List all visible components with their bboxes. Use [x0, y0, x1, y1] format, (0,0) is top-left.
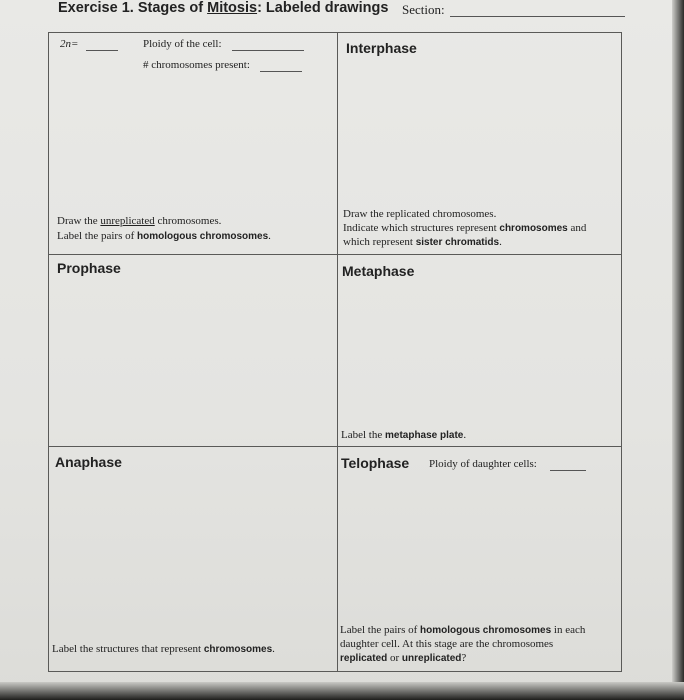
two-n-label: 2n=: [60, 38, 79, 50]
interphase-right-instruction-line3: [343, 236, 502, 248]
metaphase-instruction: [341, 429, 466, 441]
instr-text: Indicate which structures represent: [343, 222, 500, 234]
interphase-right-instruction-line2: [343, 222, 586, 234]
chromosomes-present-label: # chromosomes present:: [143, 59, 250, 71]
ploidy-answer-line[interactable]: [232, 50, 304, 51]
interphase-right-instruction-line1: Draw the replicated chromosomes.: [343, 208, 497, 220]
instr-text: .: [499, 236, 502, 248]
instr-text: .: [272, 643, 275, 655]
interphase-left-instruction-line1: [57, 215, 221, 227]
section-label: Section:: [402, 2, 445, 17]
instr-bold: homologous chromosomes: [420, 625, 552, 636]
instr-text: .: [463, 429, 467, 441]
instr-bold: unreplicated: [401, 653, 462, 664]
daughter-ploidy-label: Ploidy of daughter cells:: [429, 458, 537, 470]
interphase-left-instruction-line2: [57, 230, 271, 242]
instr-bold: homologous chromosomes: [137, 231, 269, 242]
page-title: [58, 0, 388, 16]
telophase-instruction-line2: daughter cell. At this stage are the chromosomes: [340, 638, 554, 650]
stages-grid: [48, 32, 622, 672]
telophase-instruction-line1: [340, 624, 585, 636]
telophase-stage-label: Telophase: [341, 455, 410, 471]
instr-text: Label the: [341, 429, 385, 441]
metaphase-stage-label: Metaphase: [342, 263, 415, 279]
instr-bold: replicated: [340, 653, 388, 664]
instr-text: which represent: [343, 236, 416, 248]
instr-text: ?: [461, 652, 467, 664]
chromosomes-answer-line[interactable]: [260, 71, 302, 72]
title-suffix: : Labeled drawings: [257, 0, 389, 16]
daughter-ploidy-answer-line[interactable]: [550, 470, 586, 471]
title-underlined: Mitosis: [207, 0, 258, 16]
instr-bold: sister chromatids: [415, 237, 500, 248]
anaphase-instruction: [52, 643, 275, 655]
instr-bold: chromosomes: [499, 223, 568, 234]
ploidy-label: Ploidy of the cell:: [143, 38, 222, 50]
prophase-stage-label: Prophase: [57, 260, 121, 276]
telophase-instruction-line3: [340, 652, 466, 664]
title-prefix: Exercise 1. Stages of: [58, 0, 208, 16]
instr-text: and: [567, 222, 587, 234]
instr-text: Label the pairs of: [340, 624, 421, 636]
instr-text: .: [268, 230, 271, 242]
grid-row-divider-2: [48, 446, 622, 447]
page-shadow-right: [672, 0, 684, 700]
interphase-stage-label: Interphase: [346, 40, 417, 56]
two-n-answer-line[interactable]: [86, 50, 118, 51]
instr-text: Label the structures that represent: [52, 643, 204, 655]
instr-text: chromosomes.: [154, 215, 222, 227]
instr-text: in each: [551, 624, 586, 636]
section-answer-line[interactable]: [450, 16, 625, 17]
instr-bold: metaphase plate: [384, 430, 464, 441]
instr-text: Draw the: [57, 215, 101, 227]
grid-row-divider-1: [48, 254, 622, 255]
instr-bold: chromosomes: [203, 644, 273, 655]
instr-text: or: [387, 652, 402, 664]
anaphase-stage-label: Anaphase: [55, 454, 122, 470]
instr-underlined: unreplicated: [100, 215, 155, 227]
grid-center-divider: [337, 32, 338, 672]
instr-text: Label the pairs of: [57, 230, 138, 242]
page-shadow-bottom: [0, 682, 684, 700]
